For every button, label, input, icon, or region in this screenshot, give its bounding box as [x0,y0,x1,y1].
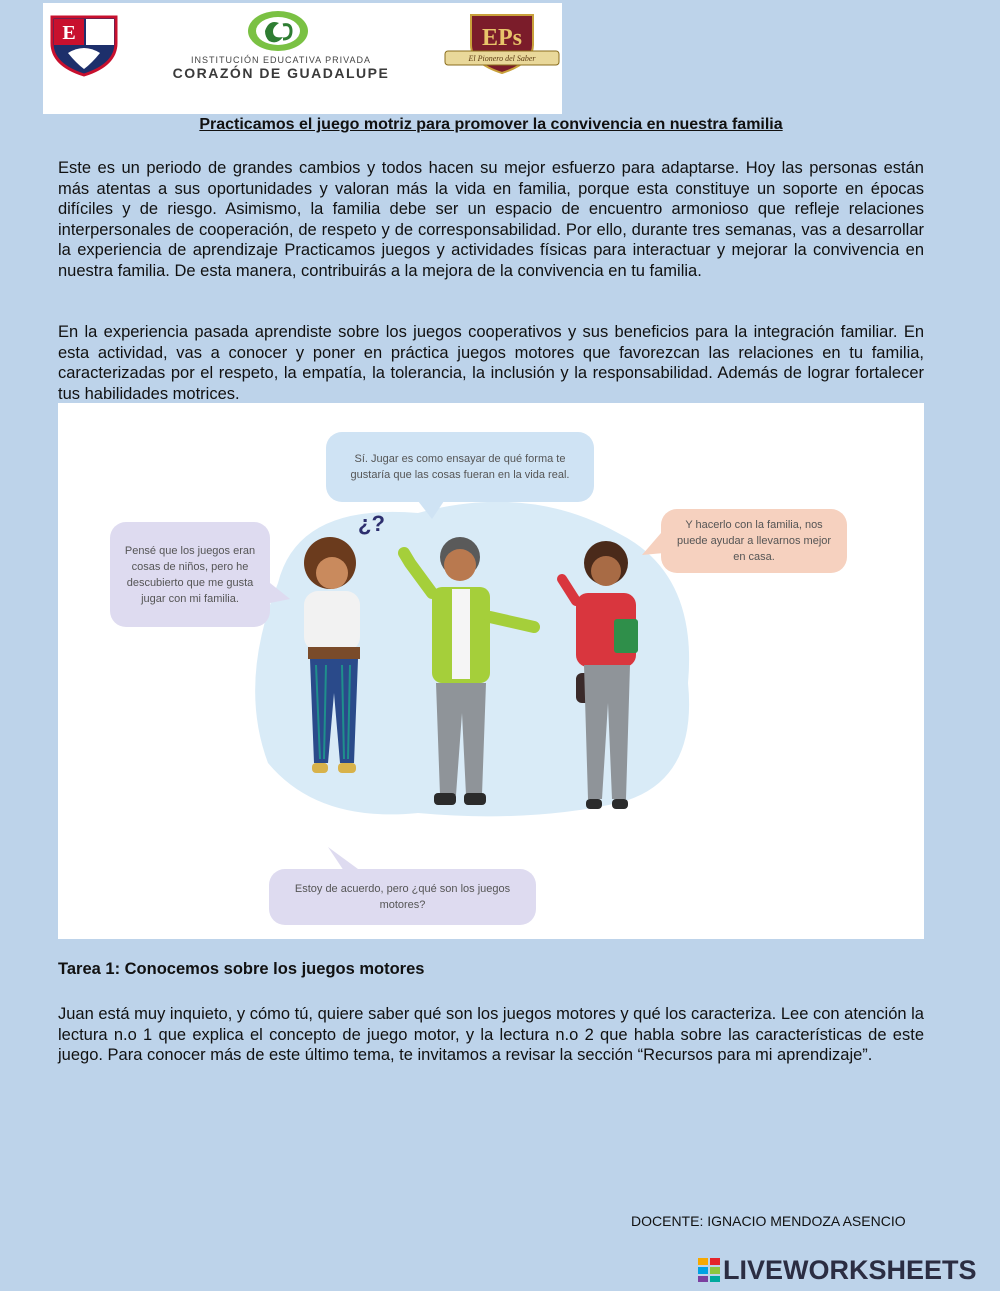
speech-bubble-right: Y hacerlo con la familia, nos puede ayudar a llevarnos mejor en casa. [661,509,847,573]
school-name-line1: INSTITUCIÓN EDUCATIVA PRIVADA [190,55,372,65]
speech-bubble-bottom: Estoy de acuerdo, pero ¿qué son los juegos motores? [269,869,536,925]
speech-bubble-top: Sí. Jugar es como ensayar de qué forma te gustaría que las cosas fueran en la vida real. [326,432,594,502]
question-marks: ¿? [358,511,385,536]
brand-wordmark: LIVEWORKSHEETS [723,1254,977,1285]
teacher-credit: DOCENTE: IGNACIO MENDOZA ASENCIO [631,1213,906,1229]
page-title: Practicamos el juego motriz para promover la convivencia en nuestra familia [199,116,783,133]
school-name-line2: CORAZÓN DE GUADALUPE [172,65,390,81]
header-banner [43,3,562,114]
family-conversation-illustration [58,403,924,939]
intro-paragraph: Este es un periodo de grandes cambios y todos hacen su mejor esfuerzo para adaptarse. Hoy las personas están más atentas a sus oportunidades y valoran más la vida en familia, porque esta constituye un soporte en épocas difíciles y de riesgo. Asimismo, la familia debe ser un espacio de encuentro armonioso que refleje relaciones interpersonales de cooperación, de respeto y de corresponsabilidad. Por ello, durante tres semanas, vas a desarrollar la experiencia de aprendizaje Practicamos juegos y actividades físicas para interactuar y mejorar la convivencia en nuestra familia. De esta manera, contribuirás a la mejora de la convivencia en tu familia. [58,159,924,280]
left-logo-letter: E [62,22,76,44]
liveworksheets-logo-icon [697,1257,721,1283]
task1-title: Tarea 1: Conocemos sobre los juegos motores [58,960,425,978]
center-emblem-logo [243,9,313,55]
liveworksheets-brand[interactable] [697,1255,977,1285]
school-shield-logo [48,13,120,77]
speech-bubble-left: Pensé que los juegos eran cosas de niños, pero he descubierto que me gusta jugar con mi familia. [110,522,270,627]
right-logo-motto: El Pionero del Saber [468,54,536,63]
context-paragraph: En la experiencia pasada aprendiste sobre los juegos cooperativos y sus beneficios para la integración familiar. En esta actividad, vas a conocer y poner en práctica juegos motores que favorezcan las relaciones en tu familia, caracterizadas por el respeto, la empatía, la tolerancia, la inclusión y la responsabilidad. Además de lograr fortalecer tus habilidades motrices. [58,323,924,403]
right-logo-letters: EPs [481,25,523,51]
task1-paragraph: Juan está muy inquieto, y cómo tú, quiere saber qué son los juegos motores y qué los caracteriza. Lee con atención la lectura n.o 1 que explica el concepto de juego motor, y la lectura n.o 2 que habla sobre las características de este juego. Para conocer más de este último tema, te invitamos a revisar la sección “Recursos para mi aprendizaje”. [58,1005,924,1064]
eps-logo [443,11,561,75]
